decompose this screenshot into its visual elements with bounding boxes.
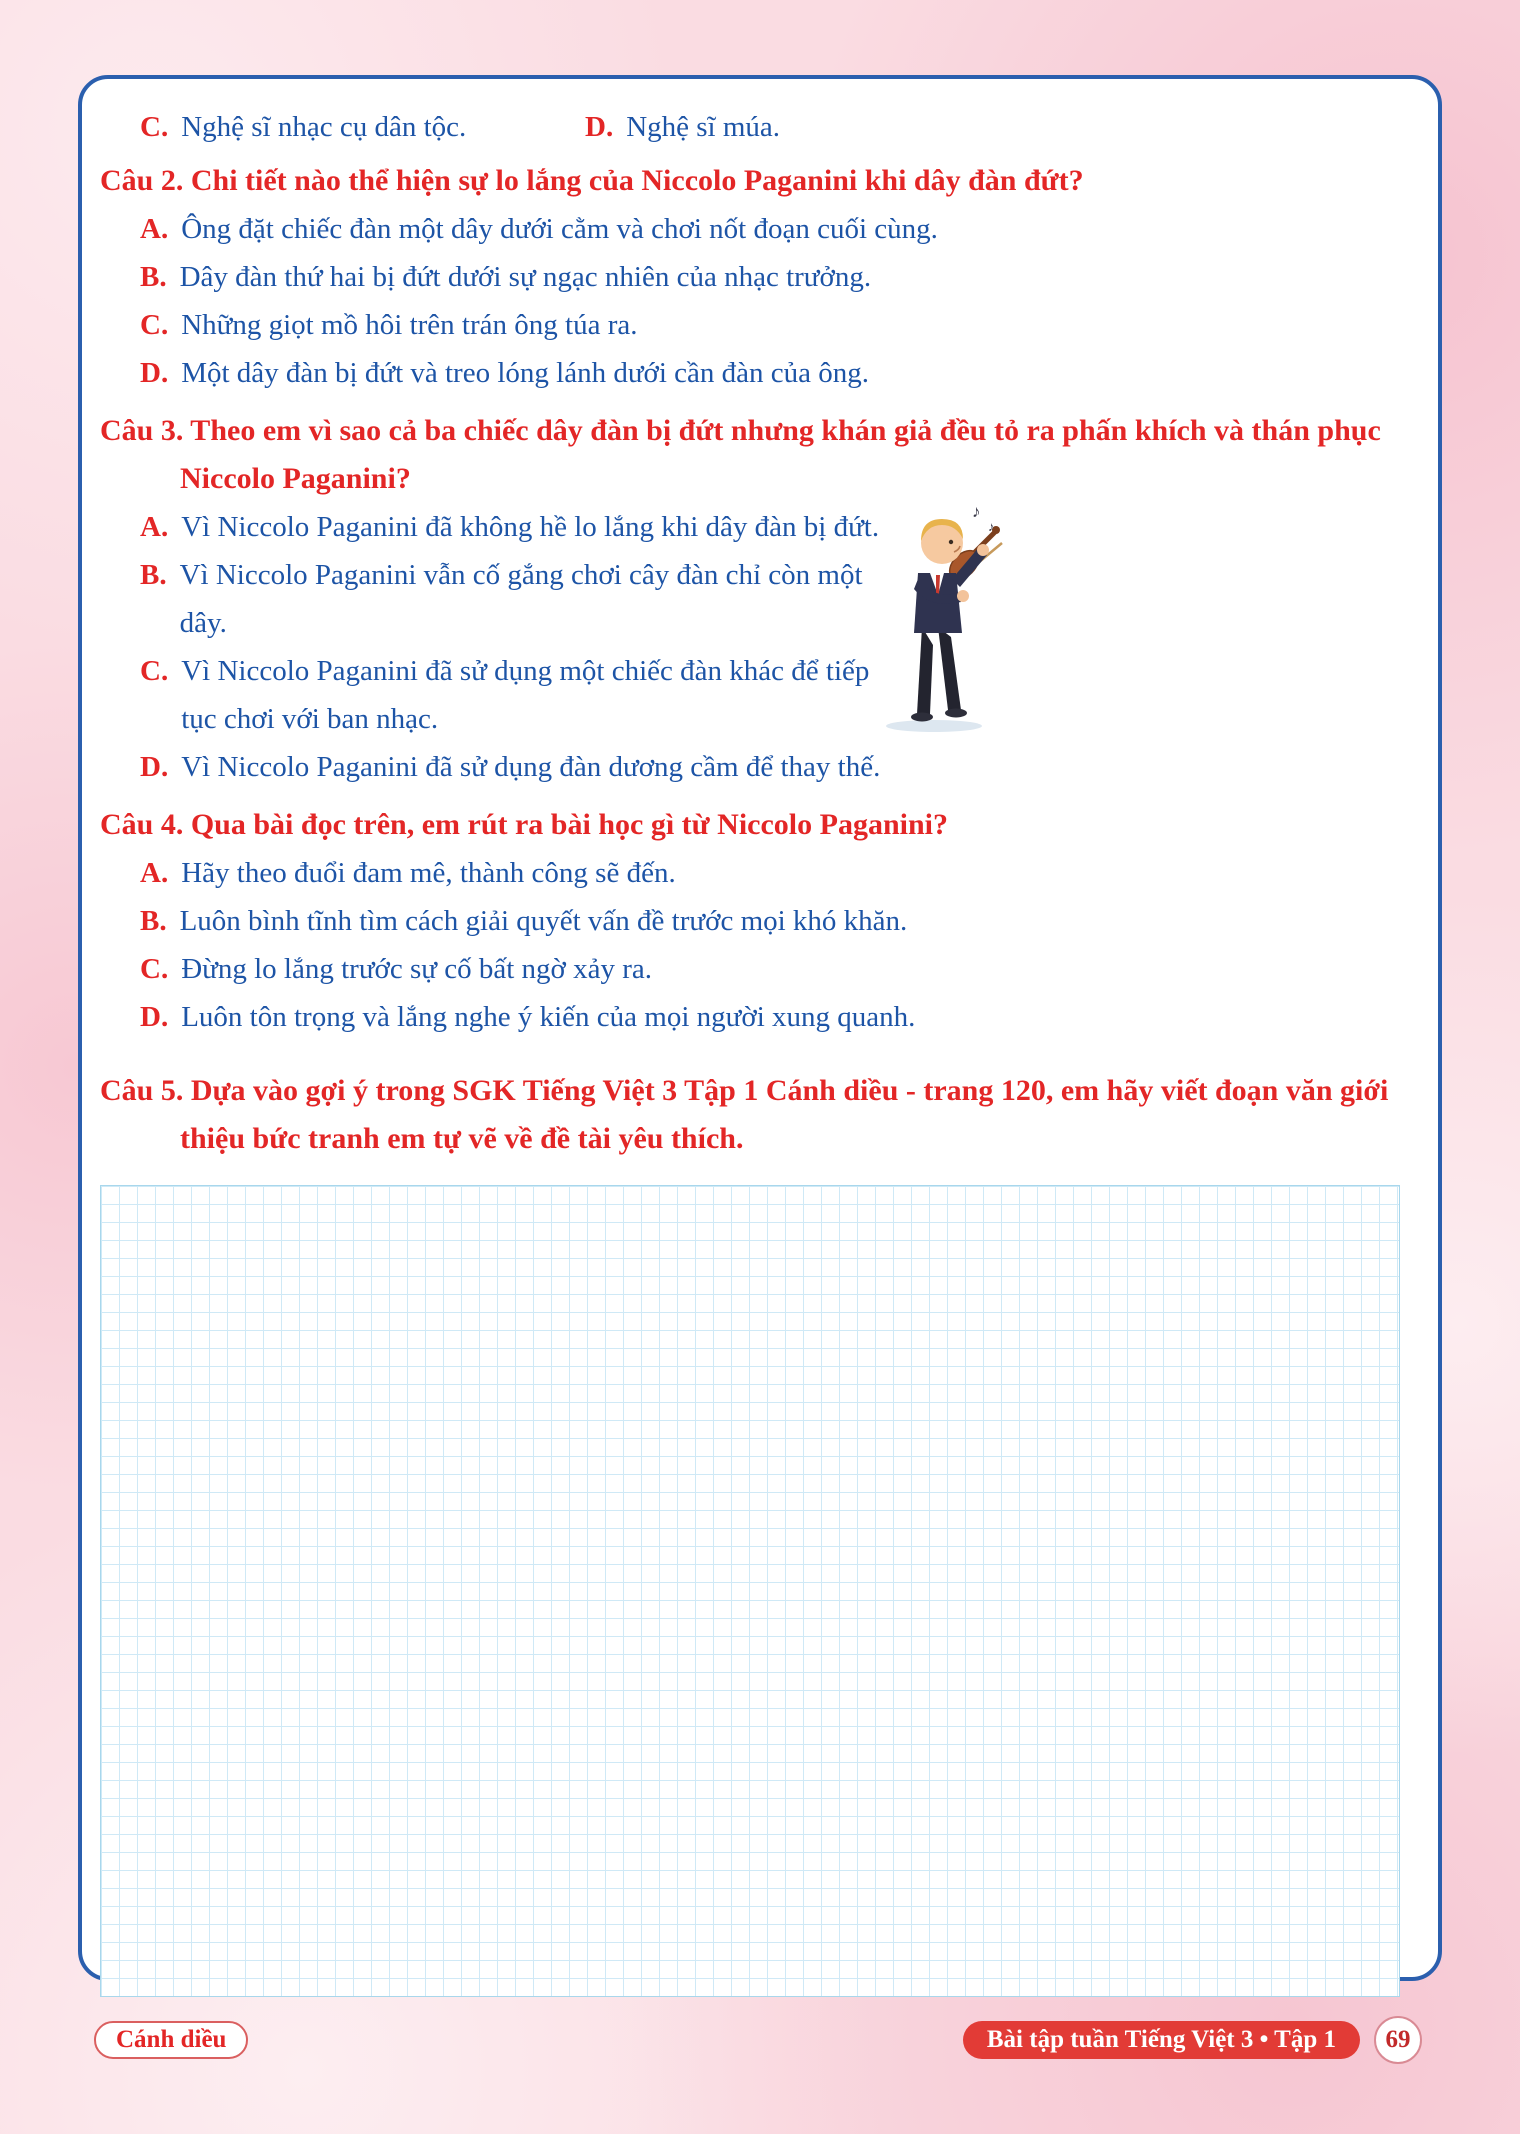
- eye: [949, 540, 953, 544]
- option-letter: D.: [585, 111, 614, 143]
- option-text: Vì Niccolo Paganini đã sử dụng đàn dương cầm để thay thế.: [181, 751, 881, 783]
- option-text: Ông đặt chiếc đàn một dây dưới cằm và chơi nốt đoạn cuối cùng.: [181, 213, 938, 245]
- question-3: [100, 407, 1410, 791]
- option-text: Vì Niccolo Paganini đã sử dụng một chiếc đàn khác để tiếp tục chơi với ban nhạc.: [181, 655, 870, 735]
- question-4: [100, 801, 1410, 1041]
- answer-option-c: [140, 647, 900, 743]
- option-letter: A.: [140, 511, 169, 543]
- bow-hand: [957, 590, 969, 602]
- violin-hand: [977, 544, 989, 556]
- shadow: [886, 720, 982, 732]
- left-shoe: [911, 713, 933, 722]
- option-text: Vì Niccolo Paganini đã không hề lo lắng khi dây đàn bị đứt.: [181, 511, 880, 543]
- answer-option-d: [140, 349, 1410, 397]
- answer-option-b: [140, 253, 1410, 301]
- question-4-title: Câu 4. Qua bài đọc trên, em rút ra bài học gì từ Niccolo Paganini?: [100, 808, 948, 841]
- answer-option-c: [140, 301, 1410, 349]
- page-footer: [78, 2014, 1442, 2066]
- question-2-options: [140, 205, 1410, 397]
- book-title-badge: Bài tập tuần Tiếng Việt 3 • Tập 1: [963, 2021, 1360, 2059]
- option-letter: D.: [140, 357, 169, 389]
- answer-option-d: [140, 993, 1410, 1041]
- option-text: Vì Niccolo Paganini vẫn cố gắng chơi cây đàn chỉ còn một dây.: [179, 559, 863, 639]
- option-text: Luôn bình tĩnh tìm cách giải quyết vấn đề trước mọi khó khăn.: [179, 905, 908, 937]
- answer-option-c: [140, 945, 1410, 993]
- answer-option-a: [140, 205, 1410, 253]
- option-text: Hãy theo đuổi đam mê, thành công sẽ đến.: [181, 857, 676, 889]
- option-letter: C.: [140, 953, 169, 985]
- option-text: Đừng lo lắng trước sự cố bất ngờ xảy ra.: [181, 953, 653, 985]
- question-5-title: Câu 5. Dựa vào gợi ý trong SGK Tiếng Việt 3 Tập 1 Cánh diều - trang 120, em hãy viết đoạn văn giới thiệu bức tranh em tự vẽ về đề tài yêu thích.: [100, 1074, 1389, 1155]
- question-2: [100, 157, 1410, 397]
- music-note-icon: ♪: [972, 502, 981, 521]
- page-number-badge: 69: [1374, 2016, 1422, 2064]
- carryover-options-row: [140, 103, 1410, 151]
- option-letter: B.: [140, 261, 167, 293]
- answer-option-d: [585, 103, 780, 151]
- footer-right-group: [963, 2016, 1422, 2064]
- content-sheet: [78, 75, 1442, 1981]
- music-note-icon: ♪: [988, 519, 995, 534]
- option-letter: B.: [140, 559, 167, 591]
- option-letter: C.: [140, 309, 169, 341]
- handwriting-grid: [100, 1185, 1400, 1997]
- right-shoe: [945, 709, 967, 718]
- right-leg: [938, 627, 961, 710]
- answer-option-b: [140, 897, 1410, 945]
- option-text: Những giọt mồ hôi trên trán ông túa ra.: [181, 309, 638, 341]
- answer-option-c: [140, 103, 585, 151]
- series-badge: Cánh diều: [94, 2021, 248, 2059]
- question-5: [100, 1067, 1410, 1163]
- option-letter: A.: [140, 857, 169, 889]
- question-2-title: Câu 2. Chi tiết nào thể hiện sự lo lắng của Niccolo Paganini khi dây đàn đứt?: [100, 164, 1084, 197]
- answer-option-d: [140, 743, 900, 791]
- option-text: Luôn tôn trọng và lắng nghe ý kiến của mọi người xung quanh.: [181, 1001, 916, 1033]
- option-text: Nghệ sĩ múa.: [626, 111, 781, 143]
- option-text: Một dây đàn bị đứt và treo lóng lánh dưới cần đàn của ông.: [181, 357, 870, 389]
- option-letter: D.: [140, 751, 169, 783]
- answer-option-a: [140, 849, 1410, 897]
- option-text: Dây đàn thứ hai bị đứt dưới sự ngạc nhiên của nhạc trưởng.: [179, 261, 872, 293]
- option-text: Nghệ sĩ nhạc cụ dân tộc.: [181, 111, 467, 143]
- left-leg: [917, 627, 933, 714]
- option-letter: C.: [140, 655, 169, 687]
- option-letter: A.: [140, 213, 169, 245]
- question-3-options: [140, 503, 900, 791]
- option-letter: D.: [140, 1001, 169, 1033]
- answer-option-b: [140, 551, 900, 647]
- option-letter: B.: [140, 905, 167, 937]
- violinist-illustration: [872, 495, 1007, 735]
- question-4-options: [140, 849, 1410, 1041]
- question-3-title: Câu 3. Theo em vì sao cả ba chiếc dây đàn bị đứt nhưng khán giả đều tỏ ra phấn khích và thán phục Niccolo Paganini?: [100, 414, 1381, 495]
- option-letter: C.: [140, 111, 169, 143]
- answer-option-a: [140, 503, 900, 551]
